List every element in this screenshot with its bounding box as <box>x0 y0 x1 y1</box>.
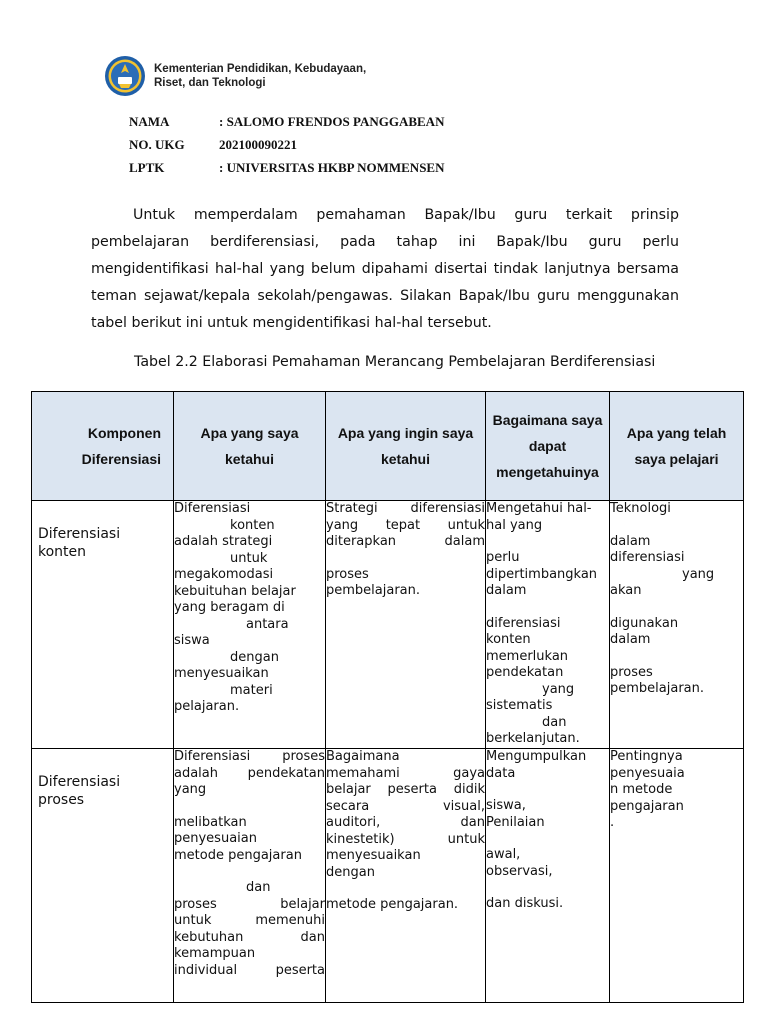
cell-line: secara visual, <box>326 798 485 814</box>
identity-label: LPTK <box>129 160 165 175</box>
cell-line: pengajaran <box>610 798 684 814</box>
cell-line: Bagaimana <box>326 749 400 764</box>
cell-line: belajar peserta didik <box>326 782 485 797</box>
cell-line: diferensiasi <box>486 615 561 631</box>
cell-line: proses <box>326 566 369 582</box>
table-header-row <box>32 392 744 501</box>
intro-paragraph <box>91 202 679 337</box>
cell-line: dan <box>246 880 271 895</box>
cell-known <box>174 501 326 749</box>
cell-line: yang <box>542 681 575 697</box>
cell-line: digunakan <box>610 615 679 631</box>
cell-line: dan <box>542 714 567 730</box>
cell-line: penyesuaia <box>610 765 685 781</box>
cell-spacer <box>610 649 743 665</box>
cell-line: Mengetahui hal- <box>486 501 592 516</box>
cell-line: Mengumpulkan <box>486 749 587 764</box>
table-row <box>32 501 744 749</box>
cell-spacer <box>610 518 743 534</box>
cell-line: adalah strategi <box>174 534 273 549</box>
cell-line: hal yang <box>486 517 543 533</box>
cell-line: dan diskusi. <box>486 896 564 911</box>
cell-spacer <box>486 600 609 616</box>
ministry-name-line1: Kementerian Pendidikan, Kebudayaan, <box>154 63 367 75</box>
cell-line: yang <box>682 566 715 582</box>
cell-line: awal, <box>486 847 521 862</box>
cell-line: untuk memenuhi <box>174 913 325 928</box>
cell-line: . <box>610 815 615 830</box>
cell-line: diterapkan dalam <box>326 534 485 549</box>
cell-line: antara <box>246 616 289 632</box>
cell-line: observasi, <box>486 863 553 879</box>
cell-spacer <box>326 881 485 897</box>
cell-line: dengan <box>326 864 375 880</box>
cell-line: kinestetik) untuk <box>326 831 485 847</box>
elaboration-table <box>31 391 744 1003</box>
identity-label: NAMA <box>129 114 170 129</box>
cell-spacer <box>610 600 743 616</box>
cell-line: dalam <box>486 583 527 598</box>
identity-value: 202100090221 <box>219 137 297 152</box>
cell-how <box>486 749 610 1003</box>
cell-line: siswa, <box>486 798 526 813</box>
cell-line: dipertimbangkan <box>486 566 598 582</box>
cell-line: Teknologi <box>610 501 671 516</box>
cell-line: penyesuaian <box>174 831 257 846</box>
cell-line: dengan <box>230 649 279 665</box>
cell-how <box>486 501 610 749</box>
identity-row-lptk <box>129 156 444 179</box>
cell-line: auditori, dan <box>326 815 485 830</box>
cell-spacer <box>174 864 325 880</box>
cell-line: kemampuan <box>174 946 256 961</box>
cell-line: sistematis <box>486 698 553 713</box>
cell-line: kebuituhan belajar <box>174 583 296 599</box>
header-want: Apa yang ingin saya ketahui <box>326 392 486 501</box>
cell-component <box>32 501 174 749</box>
cell-line: kebutuhan dan <box>174 929 325 945</box>
cell-line: menyesuaikan <box>174 666 269 681</box>
cell-line: Pentingnya <box>610 749 683 764</box>
cell-line: n metode <box>610 782 673 797</box>
cell-line: individual peserta <box>174 962 325 978</box>
cell-line: pembelajaran. <box>326 583 421 598</box>
identity-block <box>129 110 444 179</box>
cell-line: berkelanjutan. <box>486 731 580 746</box>
header-how: Bagaimana saya dapat mengetahuinya <box>486 392 610 501</box>
table-row <box>32 749 744 1003</box>
component-name: Diferensiasi proses <box>38 774 121 808</box>
cell-line: yang beragam di <box>174 600 285 615</box>
cell-spacer <box>486 782 609 798</box>
cell-line: Diferensiasi <box>174 501 251 516</box>
cell-spacer <box>486 831 609 847</box>
ministry-name <box>154 62 366 90</box>
cell-line: konten <box>486 632 531 647</box>
cell-learned <box>610 501 744 749</box>
cell-line: dalam <box>610 632 651 647</box>
cell-line: pendekatan <box>486 665 564 680</box>
identity-label: NO. UKG <box>129 137 185 152</box>
cell-line: proses <box>610 664 653 680</box>
cell-line: dalam <box>610 533 651 549</box>
header-known: Apa yang saya ketahui <box>174 392 326 501</box>
cell-spacer <box>174 799 325 815</box>
cell-line: melibatkan <box>174 814 247 830</box>
cell-line: untuk <box>230 550 268 566</box>
cell-line: metode pengajaran. <box>326 897 459 912</box>
intro-text: Untuk memperdalam pemahaman Bapak/Ibu guru terkait prinsip pembelajaran berdiferensiasi, pada tahap ini Bapak/Ibu guru perlu mengidentifikasi hal-hal yang belum dipahami disertai tindak lanjutnya bersama teman sejawat/kepala sekolah/pengawas. Silakan Bapak/Ibu guru menggunakan tabel berikut ini untuk mengidentifikasi hal-hal tersebut. <box>91 207 679 331</box>
cell-line: pelajaran. <box>174 699 240 714</box>
cell-spacer <box>326 551 485 567</box>
header-komponen: Komponen Diferensiasi <box>32 392 174 501</box>
cell-line: memahami gaya <box>326 765 485 781</box>
cell-line: Diferensiasi proses <box>174 749 325 764</box>
cell-line: menyesuaikan <box>326 848 421 863</box>
cell-line: data <box>486 765 516 781</box>
header-learned: Apa yang telah saya pelajari <box>610 392 744 501</box>
identity-row-nama <box>129 110 444 133</box>
cell-line: konten <box>230 517 275 533</box>
identity-row-no-ukg <box>129 133 444 156</box>
component-name: Diferensiasi konten <box>38 526 121 560</box>
cell-line: adalah pendekatan <box>174 765 325 781</box>
table-caption: Tabel 2.2 Elaborasi Pemahaman Merancang Pembelajaran Berdiferensiasi <box>134 354 656 370</box>
cell-spacer <box>486 534 609 550</box>
ministry-name-line2: Riset, dan Teknologi <box>154 77 266 89</box>
cell-line: metode pengajaran <box>174 847 302 863</box>
cell-line: pembelajaran. <box>610 681 705 696</box>
cell-line: megakomodasi <box>174 567 274 582</box>
tut-wuri-handayani-logo <box>104 55 146 97</box>
ministry-logo-block <box>104 55 366 97</box>
cell-want <box>326 749 486 1003</box>
cell-line: yang <box>174 782 207 797</box>
cell-line: memerlukan <box>486 648 569 664</box>
cell-line: akan <box>610 583 642 598</box>
identity-value: : SALOMO FRENDOS PANGGABEAN <box>219 114 445 129</box>
cell-line: diferensiasi <box>610 550 685 565</box>
cell-component <box>32 749 174 1003</box>
cell-line: Penilaian <box>486 814 545 830</box>
cell-line: perlu <box>486 550 520 565</box>
cell-line: yang tepat untuk <box>326 517 485 533</box>
cell-line: Strategi diferensiasi <box>326 501 485 516</box>
identity-value: : UNIVERSITAS HKBP NOMMENSEN <box>219 160 445 175</box>
cell-known <box>174 749 326 1003</box>
cell-line: materi <box>230 682 273 698</box>
cell-want <box>326 501 486 749</box>
cell-line: siswa <box>174 633 210 648</box>
cell-learned <box>610 749 744 1003</box>
cell-line: proses belajar <box>174 896 325 912</box>
cell-spacer <box>486 880 609 896</box>
